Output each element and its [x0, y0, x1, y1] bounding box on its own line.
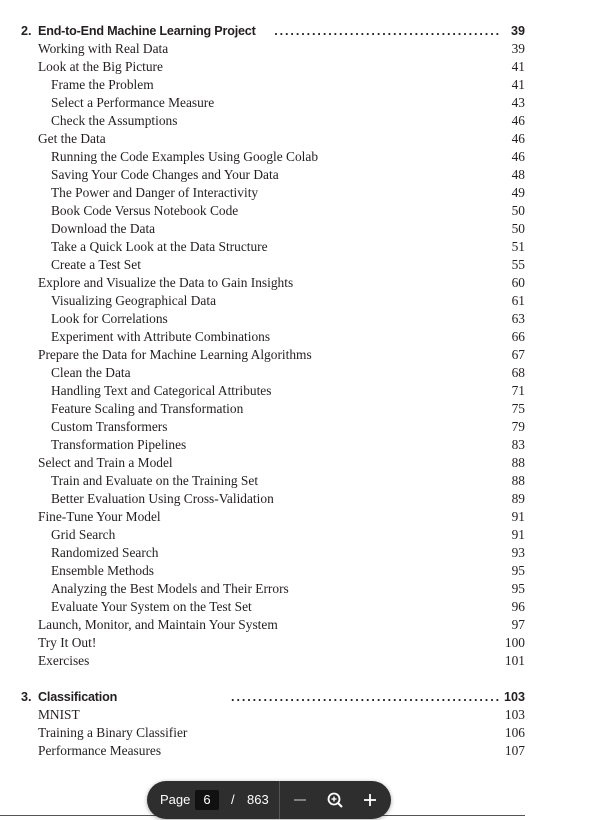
toc-entry-row[interactable]: [0, 616, 593, 634]
toc-entry-label: Check the Assumptions: [51, 113, 178, 128]
toc-entry-label: Try It Out!: [38, 635, 97, 650]
toc-entry-row[interactable]: [0, 346, 593, 364]
toc-entry-row[interactable]: [0, 598, 593, 616]
toc-page-number: 75: [511, 401, 525, 416]
toc-entry-row[interactable]: [0, 310, 593, 328]
page-number-input[interactable]: 6: [195, 790, 219, 810]
toc-entry-row[interactable]: [0, 148, 593, 166]
toc-entry-label: Fine-Tune Your Model: [38, 509, 161, 524]
toc-page-number: 39: [511, 41, 525, 56]
toc-page-number: 106: [504, 725, 525, 740]
toc-entry-label: Look for Correlations: [51, 311, 168, 326]
toc-page-number: 103: [503, 690, 525, 704]
toc-page-number: 46: [511, 131, 525, 146]
toc-entry-label: Frame the Problem: [51, 77, 154, 92]
toc-entry-label: Handling Text and Categorical Attributes: [51, 383, 272, 398]
toc-entry-label: Feature Scaling and Transformation: [51, 401, 244, 416]
toc-page-number: 101: [504, 653, 525, 668]
toc-entry-label: Explore and Visualize the Data to Gain Insights: [38, 275, 294, 290]
chapter-number: 3.: [21, 690, 32, 704]
toc-page-number: 49: [511, 185, 525, 200]
toc-page-number: 91: [511, 527, 525, 542]
zoom-search-icon: [324, 789, 346, 811]
toc-page-number: 51: [511, 239, 525, 254]
toc-entry-label: Grid Search: [51, 527, 116, 542]
toc-entry-label: Ensemble Methods: [51, 563, 155, 578]
page-navigation-toolbar: [147, 781, 391, 819]
toc-entry-row[interactable]: [0, 94, 593, 112]
toc-entry-label: Launch, Monitor, and Maintain Your System: [38, 617, 278, 632]
toc-page-number: 89: [511, 491, 525, 506]
total-pages: 863: [247, 792, 269, 807]
toc-entry-row[interactable]: [0, 400, 593, 418]
toc-page-number: 39: [510, 24, 525, 38]
toc-entry-label: Exercises: [38, 653, 90, 668]
toc-entry-row[interactable]: [0, 328, 593, 346]
toc-entry-row[interactable]: [0, 220, 593, 238]
toc-entry-label: Book Code Versus Notebook Code: [51, 203, 239, 218]
chapter-title: End-to-End Machine Learning Project: [38, 24, 256, 38]
toc-page-number: 91: [511, 509, 525, 524]
toc-entry-row[interactable]: [0, 706, 593, 724]
toc-entry-label: Saving Your Code Changes and Your Data: [51, 167, 279, 182]
toc-page-number: 50: [511, 203, 525, 218]
toc-page-number: 88: [511, 473, 525, 488]
toc-page-number: 66: [511, 329, 525, 344]
toc-page-number: 83: [511, 437, 525, 452]
leader-dots: ..................................................: [231, 690, 501, 704]
toc-entry-label: The Power and Danger of Interactivity: [51, 185, 259, 200]
toc-entry-row[interactable]: [0, 256, 593, 274]
toc-page-number: 55: [511, 257, 525, 272]
toc-entry-label: Select a Performance Measure: [51, 95, 215, 110]
toc-entry-label: Randomized Search: [51, 545, 159, 560]
toc-page-number: 100: [504, 635, 525, 650]
toc-page-number: 93: [511, 545, 525, 560]
toc-entry-label: MNIST: [38, 707, 80, 722]
toc-entry-row[interactable]: [0, 184, 593, 202]
toc-entry-row[interactable]: [0, 526, 593, 544]
toc-entry-row[interactable]: [0, 436, 593, 454]
toc-entry-label: Clean the Data: [51, 365, 131, 380]
toc-entry-row[interactable]: [0, 130, 593, 148]
zoom-out-button[interactable]: [289, 789, 311, 811]
toc-page-number: 43: [511, 95, 525, 110]
toc-page-number: 41: [511, 59, 525, 74]
toc-page-number: 46: [511, 149, 525, 164]
page-label: Page: [160, 792, 191, 807]
toc-entry-row[interactable]: [0, 652, 593, 670]
toc-entry-label: Experiment with Attribute Combinations: [51, 329, 271, 344]
leader-dots: ..........................................: [274, 24, 501, 38]
toc-entry-row[interactable]: [0, 40, 593, 58]
toc-entry-row[interactable]: [0, 634, 593, 652]
toc-entry-row[interactable]: [0, 490, 593, 508]
toc-page-number: 95: [511, 563, 525, 578]
toc-entry-label: Custom Transformers: [51, 419, 168, 434]
toc-page-number: 48: [511, 167, 525, 182]
toc-page-number: 50: [511, 221, 525, 236]
toc-entry-row[interactable]: [0, 724, 593, 742]
toc-entry-label: Performance Measures: [38, 743, 162, 758]
toc-page-number: 103: [504, 707, 525, 722]
toc-page-number: 61: [511, 293, 525, 308]
toc-entry-row[interactable]: [0, 562, 593, 580]
toc-entry-row[interactable]: [0, 454, 593, 472]
toc-entry-label: Better Evaluation Using Cross-Validation: [51, 491, 274, 506]
toc-page-number: 79: [511, 419, 525, 434]
toc-entry-label: Working with Real Data: [38, 41, 169, 56]
toc-page-number: 63: [511, 311, 525, 326]
chapter-title: Classification: [38, 690, 118, 704]
toc-entry-label: Analyzing the Best Models and Their Errors: [51, 581, 289, 596]
toc-entry-label: Get the Data: [38, 131, 106, 146]
toc-entry-label: Evaluate Your System on the Test Set: [51, 599, 252, 614]
toc-entry-row[interactable]: [0, 202, 593, 220]
minus-icon: [289, 789, 311, 811]
toc-entry-row[interactable]: [0, 418, 593, 436]
toc-entry-row[interactable]: [0, 508, 593, 526]
toc-entry-row[interactable]: [0, 238, 593, 256]
toolbar-divider: [279, 781, 280, 819]
toc-entry-label: Visualizing Geographical Data: [51, 293, 217, 308]
toc-entry-row[interactable]: [0, 274, 593, 292]
toc-entry-row[interactable]: [0, 292, 593, 310]
toc-entry-row[interactable]: [0, 472, 593, 490]
toc-page-number: 41: [511, 77, 525, 92]
page-separator: /: [231, 792, 235, 807]
toc-page-number: 97: [511, 617, 525, 632]
toc-entry-label: Download the Data: [51, 221, 156, 236]
toc-entry-label: Training a Binary Classifier: [38, 725, 188, 740]
zoom-in-button[interactable]: [359, 789, 381, 811]
zoom-button[interactable]: [324, 789, 346, 811]
toc-page-number: 71: [511, 383, 525, 398]
toc-entry-row[interactable]: [0, 76, 593, 94]
toc-entry-row[interactable]: [0, 544, 593, 562]
toc-page-number: 107: [504, 743, 525, 758]
toc-entry-row[interactable]: [0, 742, 593, 760]
toc-entry-label: Take a Quick Look at the Data Structure: [51, 239, 268, 254]
toc-entry-label: Create a Test Set: [51, 257, 141, 272]
toc-page-number: 67: [511, 347, 525, 362]
toc-entry-row[interactable]: [0, 580, 593, 598]
toc-entry-label: Transformation Pipelines: [51, 437, 187, 452]
toc-entry-label: Prepare the Data for Machine Learning Algorithms: [38, 347, 312, 362]
toc-chapter-row[interactable]: [0, 22, 593, 40]
toc-entry-row[interactable]: [0, 382, 593, 400]
toc-entry-row[interactable]: [0, 166, 593, 184]
toc-page-number: 96: [511, 599, 525, 614]
toc-entry-label: Select and Train a Model: [38, 455, 173, 470]
toc-page-number: 60: [511, 275, 525, 290]
toc-page-number: 88: [511, 455, 525, 470]
toc-page-number: 46: [511, 113, 525, 128]
toc-entry-row[interactable]: [0, 364, 593, 382]
toc-page-number: 68: [511, 365, 525, 380]
toc-entry-label: Look at the Big Picture: [38, 59, 163, 74]
toc-entry-row[interactable]: [0, 58, 593, 76]
plus-icon: [359, 789, 381, 811]
toc-entry-label: Running the Code Examples Using Google Colab: [51, 149, 319, 164]
toc-entry-row[interactable]: [0, 112, 593, 130]
toc-chapter-row[interactable]: [0, 688, 593, 706]
chapter-number: 2.: [21, 24, 32, 38]
toc-page-number: 95: [511, 581, 525, 596]
toc-entry-label: Train and Evaluate on the Training Set: [51, 473, 259, 488]
